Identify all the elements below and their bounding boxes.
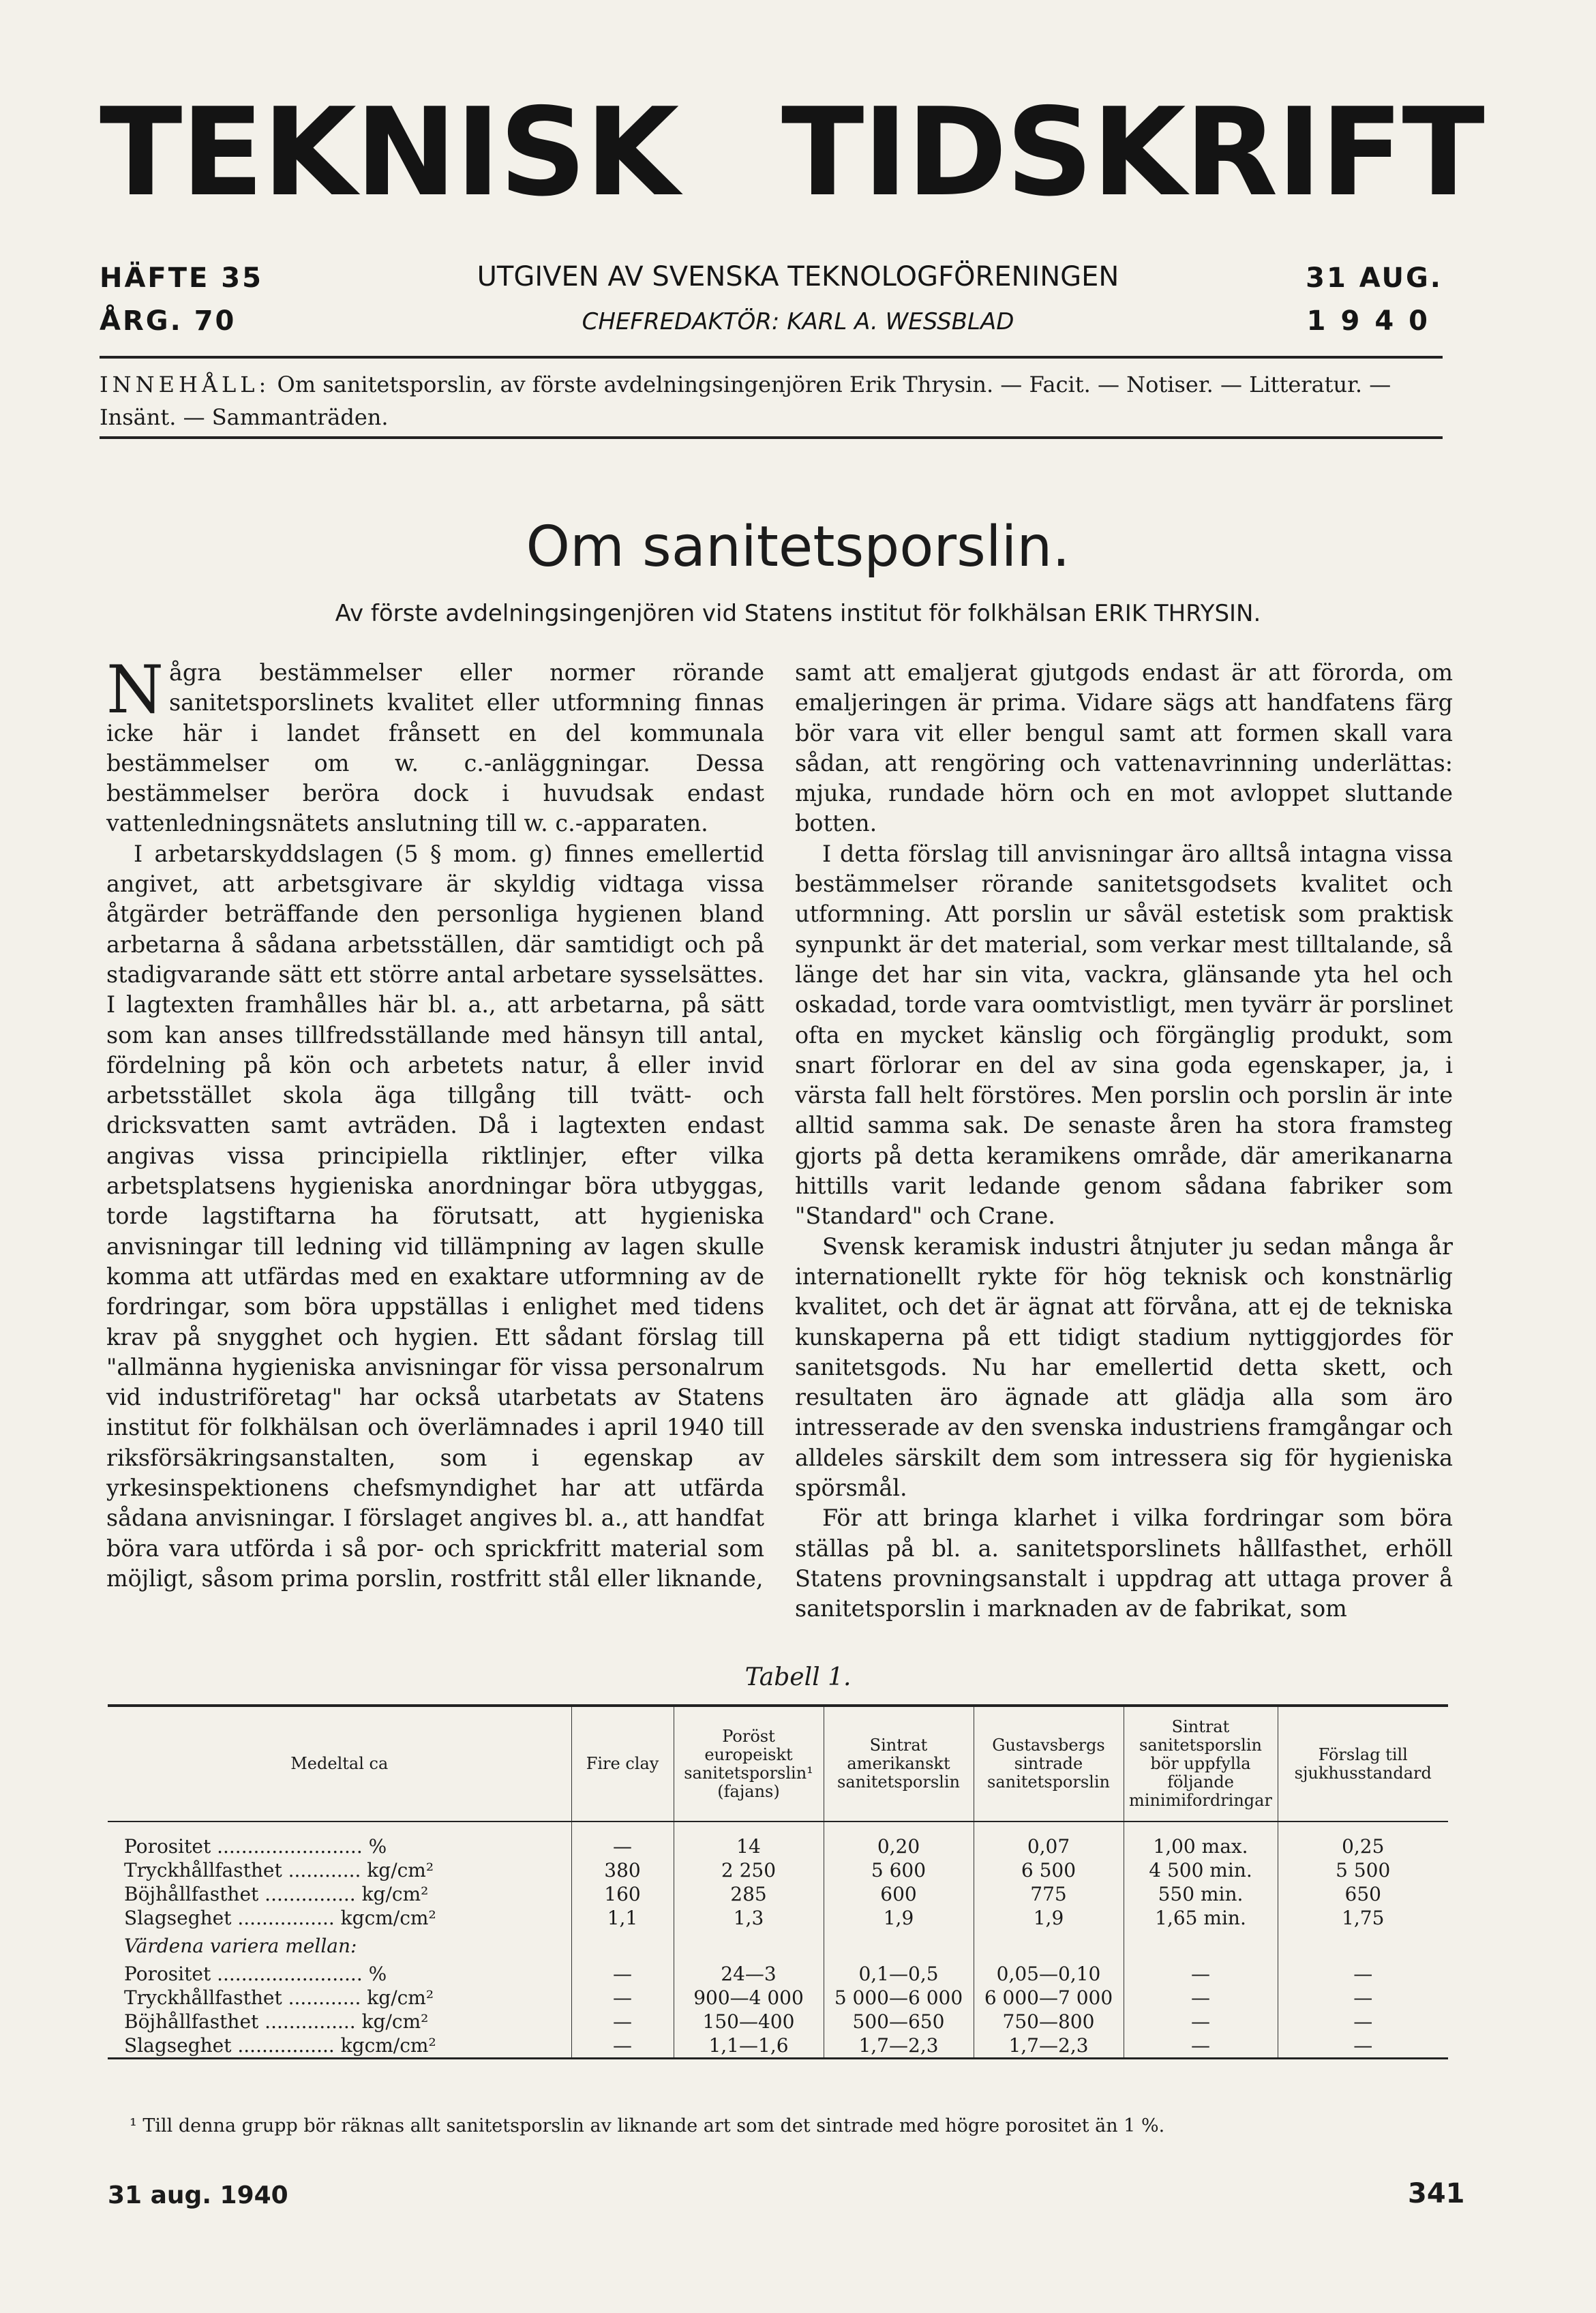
header-cell: Medeltal ca bbox=[108, 1706, 571, 1821]
paragraph-4: I detta förslag till anvisningar äro alltså intagna vissa bestämmelser rörande sanitetsgodsets kvalitet och utformning. Att porslin ur såväl estetisk som praktisk synpunkt är det material, som verkar mest tilltalande, så länge det har sin vita, vackra, glänsande yta hel och oskadad, torde vara oomtvistligt, men tyvärr är porslinet ofta en mycket känslig och förgänglig produkt, som snart förlorar en del av sina goda egenskaper, ja, i värsta fall helt förstöres. Men porslin och porslin är inte alltid samma sak. De senaste åren ha stora framsteg gjorts på detta keramikens område, där amerikanarna hittills varit ledande genom sådana fabriker som "Standard" och Crane. bbox=[795, 840, 1453, 1230]
header-cell: Gustavsbergs sintrade sanitetsporslin bbox=[974, 1706, 1124, 1821]
table-footnote: ¹ Till denna grupp bör räknas allt sanitetsporslin av liknande art som det sintrade med högre porositet än 1 %. bbox=[130, 2115, 1165, 2136]
header-cell: Fire clay bbox=[571, 1706, 674, 1821]
issue-year: 1940 bbox=[1306, 305, 1443, 337]
paragraph-3: samt att emaljerat gjutgods endast är att förorda, om emaljeringen är prima. Vidare sägs att handfatens färg bör vara vit eller bengul samt att formen skall vara sådan, att rengöring och vattenavrinning underlättas: mjuka, rundade hörn och en mot avloppet sluttande botten. bbox=[795, 659, 1453, 837]
section-label: Värdena variera mellan: bbox=[124, 1935, 357, 1957]
header-cell: Förslag till sjukhusstandard bbox=[1278, 1706, 1448, 1821]
table-row: Porositet ........................ % — 24—3 0,1—0,5 0,05—0,10 — — bbox=[108, 1962, 1448, 1986]
header-cell: Sintrat sanitetsporslin bör uppfylla följande minimifordringar bbox=[1124, 1706, 1278, 1821]
table-row: Tryckhållfasthet ............ kg/cm² 380 2 250 5 600 6 500 4 500 min. 5 500 bbox=[108, 1858, 1448, 1882]
publisher-line: UTGIVEN AV SVENSKA TEKNOLOGFÖRENINGEN bbox=[477, 261, 1119, 292]
editor-line: CHEFREDAKTÖR: KARL A. WESSBLAD bbox=[582, 308, 1014, 335]
column-right bbox=[795, 658, 1453, 1624]
article-title: Om sanitetsporslin. bbox=[526, 515, 1070, 579]
article-byline: Av förste avdelningsingenjören vid Statens institut för folkhälsan ERIK THRYSIN. bbox=[335, 600, 1261, 627]
header-cell: Sintrat amerikanskt sanitetsporslin bbox=[824, 1706, 974, 1821]
contents-rule bbox=[100, 436, 1443, 439]
issue-date: 31 AUG. bbox=[1306, 262, 1443, 294]
header-rule bbox=[100, 356, 1443, 359]
table-header-row bbox=[108, 1706, 1448, 1821]
paragraph-1: Några bestämmelser eller normer rörande sanitetsporslinets kvalitet eller utformning finnas icke här i landet frånsett en del kommunala bestämmelser om w. c.-anläggningar. Dessa bestämmelser beröra dock i huvudsak endast vattenledningsnätets anslutning till w. c.-apparaten. bbox=[106, 652, 764, 837]
data-table bbox=[108, 1704, 1448, 2059]
table-row: Slagseghet ................ kgcm/cm² — 1,1—1,6 1,7—2,3 1,7—2,3 — — bbox=[108, 2034, 1448, 2059]
table-of-contents bbox=[100, 368, 1443, 434]
contents-text: Om sanitetsporslin, av förste avdelningsingenjören Erik Thrysin. — Facit. — Notiser. — Litteratur. — Insänt. — Sammanträden. bbox=[100, 372, 1391, 430]
issue-number: HÄFTE 35 bbox=[100, 262, 263, 294]
drop-cap: N bbox=[106, 652, 164, 728]
table-caption: Tabell 1. bbox=[744, 1663, 852, 1691]
contents-label: INNEHÅLL: bbox=[100, 372, 271, 397]
page-number: 341 bbox=[1408, 2178, 1465, 2209]
masthead-word-2: TIDSKRIFT bbox=[781, 82, 1484, 223]
section-row bbox=[108, 1930, 1448, 1962]
paragraph-6: För att bringa klarhet i vilka fordringar som böra ställas på bl. a. sanitetsporslinets hållfasthet, erhöll Statens provningsanstalt i uppdrag att uttaga prover å sanitetsporslin i marknaden av de fabrikat, som bbox=[795, 1505, 1453, 1622]
column-left bbox=[106, 652, 764, 1594]
footer-date: 31 aug. 1940 bbox=[108, 2181, 288, 2209]
masthead bbox=[100, 82, 1484, 245]
table-row: Böjhållfasthet ............... kg/cm² — 150—400 500—650 750—800 — — bbox=[108, 2010, 1448, 2034]
table-row: Porositet ........................ % — 14 0,20 0,07 1,00 max. 0,25 bbox=[108, 1834, 1448, 1858]
table-row: Slagseghet ................ kgcm/cm² 1,1 1,3 1,9 1,9 1,65 min. 1,75 bbox=[108, 1906, 1448, 1930]
table-row: Böjhållfasthet ............... kg/cm² 160 285 600 775 550 min. 650 bbox=[108, 1882, 1448, 1906]
masthead-word-1: TEKNISK bbox=[100, 82, 678, 223]
volume-year: ÅRG. 70 bbox=[100, 305, 237, 337]
table-row: Tryckhållfasthet ............ kg/cm² — 900—4 000 5 000—6 000 6 000—7 000 — — bbox=[108, 1986, 1448, 2010]
header-cell: Poröst europeiskt sanitetsporslin¹ (fajans) bbox=[674, 1706, 824, 1821]
paragraph-2: I arbetarskyddslagen (5 § mom. g) finnes emellertid angivet, att arbetsgivare är skyldig vidtaga vissa åtgärder beträffande den personliga hygienen bland arbetarna å sådana arbetsställen, där samtidigt och på stadigvarande sätt ett större antal arbetare sysselsättes. I lagtexten framhålles här bl. a., att arbetarna, på sätt som kan anses tillfredsställande med hänsyn till antal, fördelning på kön och arbetets natur, å eller invid arbetsstället skola äga tillgång till tvätt- och dricksvatten samt avträden. Då i lagtexten endast angivas vissa principiella riktlinjer, efter vilka arbetsplatsens hygieniska anordningar böra utbyggas, torde lagstiftarna ha förutsatt, att hygieniska anvisningar till ledning vid tillämpning av lagen skulle komma att utfärdas med en exaktare utformning av de fordringar, som böra uppställas i enlighet med tidens krav på snygghet och hygien. Ett sådant förslag till "allmänna hygieniska anvisningar för vissa personalrum vid industriföretag" har också utarbetats av Statens institut för folkhälsan och överlämnades i april 1940 till riksförsäkringsanstalten, som i egenskap av yrkesinspektionens chefsmyndighet har att utfärda sådana anvisningar. I förslaget angives bl. a., att handfat böra vara utförda i så por- och sprickfritt material som möjligt, såsom prima porslin, rostfritt stål eller liknande, bbox=[106, 840, 764, 1592]
paragraph-5: Svensk keramisk industri åtnjuter ju sedan många år internationellt rykte för hög teknisk och konstnärlig kvalitet, och det är ägnat att förvåna, att ej de tekniska kunskaperna på ett tidigt stadium nyttiggjordes för sanitetsgods. Nu har emellertid detta skett, och resultaten äro ägnade att glädja alla som äro intresserade av den svenska industriens framgångar och alldeles särskilt dem som intressera sig för hygieniska spörsmål. bbox=[795, 1233, 1453, 1502]
spacer-row bbox=[108, 1821, 1448, 1834]
